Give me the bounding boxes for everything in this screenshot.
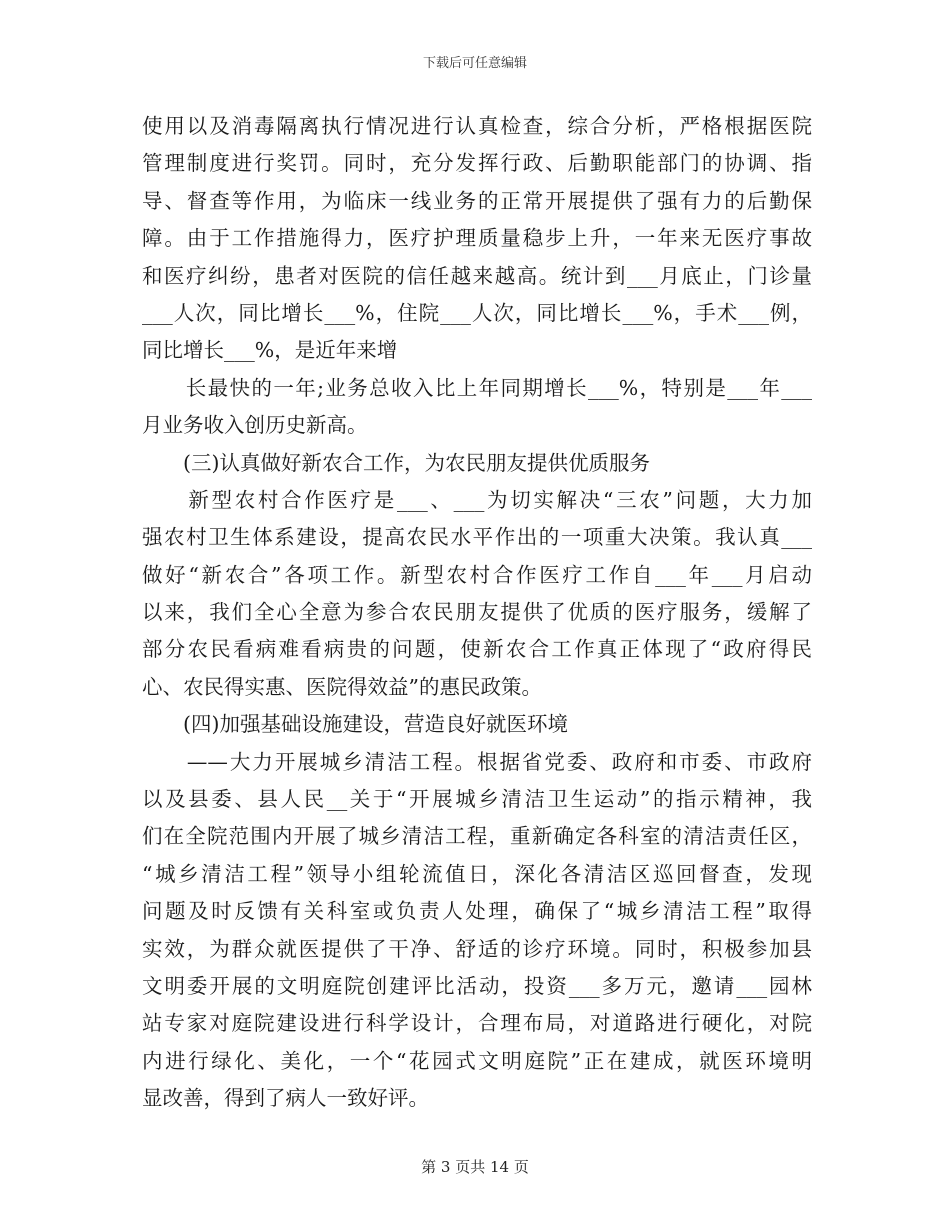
body-line: 文明委开展的文明庭院创建评比活动，投资___多万元，邀请___园林 (142, 973, 812, 998)
page-footer: 第 3 页共 14 页 (421, 1158, 529, 1176)
body-line: 障。由于工作措施得力，医疗护理质量稳步上升，一年来无医疗事故 (142, 226, 812, 251)
body-line: 和医疗纠纷，患者对医院的信任越来越高。统计到___月底止，门诊量 (142, 263, 812, 288)
body-line: 们在全院范围内开展了城乡清洁工程，重新确定各科室的清洁责任区， (142, 824, 812, 849)
body-line: (三)认真做好新农合工作，为农民朋友提供优质服务 (142, 450, 650, 475)
body-line: 显改善，得到了病人一致好评。 (142, 1086, 429, 1111)
body-line: 实效，为群众就医提供了干净、舒适的诊疗环境。同时，积极参加县 (142, 936, 812, 961)
body-line: 管理制度进行奖罚。同时，充分发挥行政、后勤职能部门的协调、指 (142, 151, 812, 176)
body-line: 强农村卫生体系建设，提高农民水平作出的一项重大决策。我认真___ (142, 525, 812, 550)
page-header: 下载后可任意编辑 (422, 56, 527, 71)
body-line: “城乡清洁工程”领导小组轮流值日，深化各清洁区巡回督查，发现 (142, 861, 812, 886)
body-line: ——大力开展城乡清洁工程。根据省党委、政府和市委、市政府 (142, 749, 812, 774)
body-line: 使用以及消毒隔离执行情况进行认真检查，综合分析，严格根据医院 (142, 114, 812, 138)
body-line: ___人次，同比增长___%，住院___人次，同比增长___%，手术___例， (142, 300, 812, 325)
body-line: 部分农民看病难看病贵的问题，使新农合工作真正体现了“政府得民 (142, 637, 812, 662)
body-line: 做好“新农合”各项工作。新型农村合作医疗工作自___年___月启动 (142, 562, 812, 587)
document-body (142, 108, 812, 1118)
body-line: 以及县委、县人民__关于“开展城乡清洁卫生运动”的指示精神，我 (142, 787, 812, 812)
body-line: 导、督查等作用，为临床一线业务的正常开展提供了强有力的后勤保 (142, 188, 812, 213)
body-line: 同比增长___%，是近年来增 (142, 338, 398, 363)
body-line: (四)加强基础设施建设，营造良好就医环境 (142, 712, 568, 737)
body-line: 问题及时反馈有关科室或负责人处理，确保了“城乡清洁工程”取得 (142, 899, 812, 924)
body-line: 长最快的一年;业务总收入比上年同期增长___%，特别是___年___ (142, 375, 812, 400)
body-line: 以来，我们全心全意为参合农民朋友提供了优质的医疗服务，缓解了 (142, 600, 812, 625)
body-line: 心、农民得实惠、医院得效益”的惠民政策。 (142, 674, 542, 699)
body-line: 新型农村合作医疗是___、___为切实解决“三农”问题，大力加 (142, 487, 812, 512)
body-line: 月业务收入创历史新高。 (142, 413, 368, 438)
body-line: 站专家对庭院建设进行科学设计，合理布局，对道路进行硬化，对院 (142, 1011, 812, 1036)
body-line: 内进行绿化、美化，一个“花园式文明庭院”正在建成，就医环境明 (142, 1048, 812, 1073)
